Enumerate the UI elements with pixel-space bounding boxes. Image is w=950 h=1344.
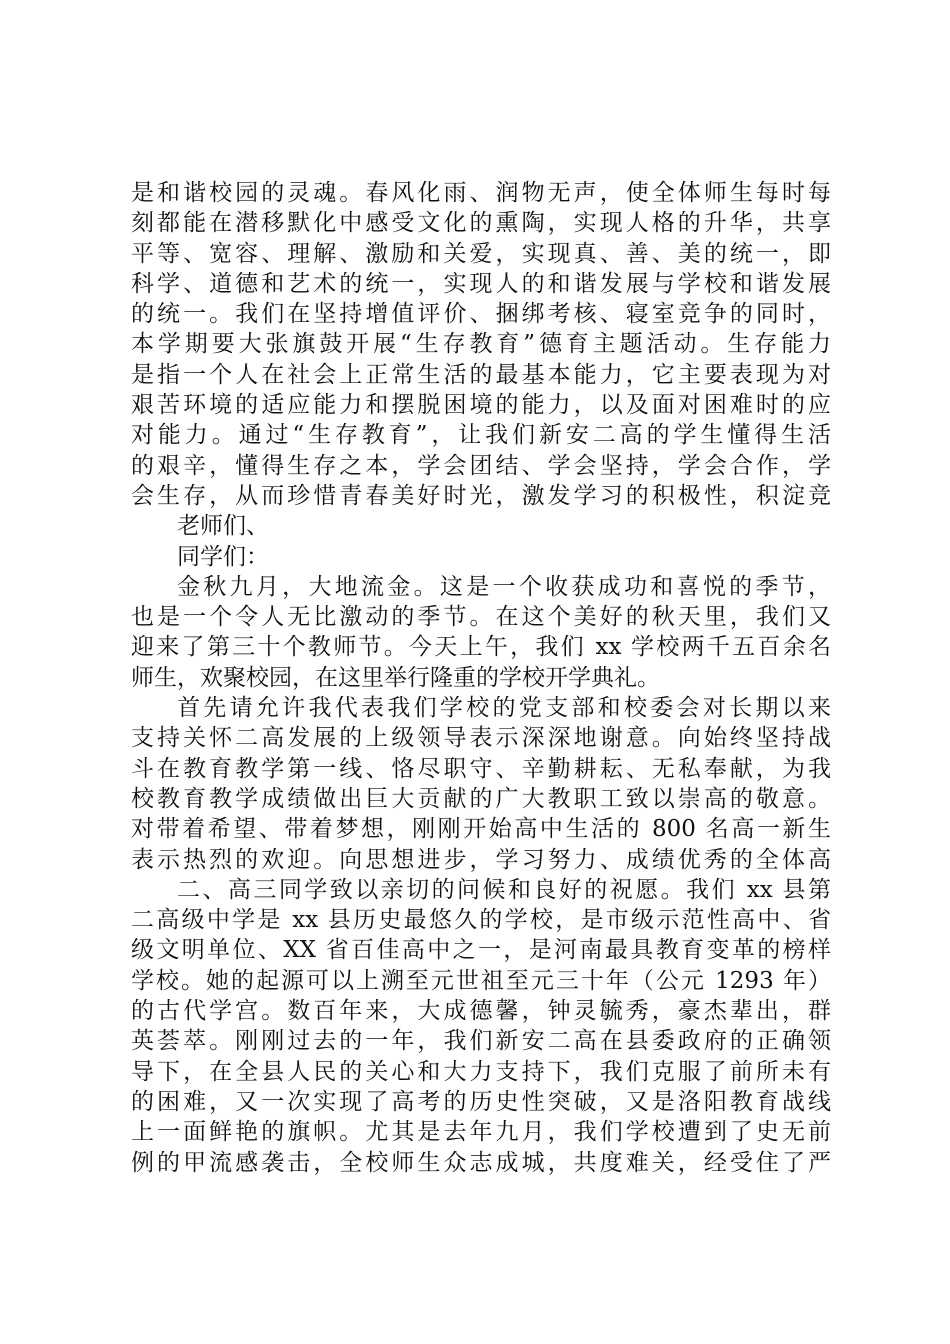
text-line: 支持关怀二高发展的上级领导表示深深地谢意。向始终坚持战 — [131, 725, 831, 752]
text-line: 也是一个令人无比激动的季节。在这个美好的秋天里，我们又 — [131, 604, 831, 631]
text-line: 校教育教学成绩做出巨大贡献的广大教职工致以崇高的敬意。 — [131, 785, 831, 812]
text-line: 的艰辛，懂得生存之本，学会团结、学会坚持，学会合作，学 — [131, 452, 831, 479]
text-line: 二高级中学是 xx 县历史最悠久的学校，是市级示范性高中、省 — [131, 907, 831, 934]
text-line: 例的甲流感袭击，全校师生众志成城，共度难关，经受住了严 — [131, 1149, 831, 1176]
text-line: 对带着希望、带着梦想，刚刚开始高中生活的 800 名高一新生 — [131, 816, 831, 843]
text-line: 表示热烈的欢迎。向思想进步，学习努力、成绩优秀的全体高 — [131, 846, 831, 873]
paragraph-start: 二、高三同学致以亲切的问候和良好的祝愿。我们 xx 县第 — [177, 876, 831, 903]
text-line: 导下，在全县人民的关心和大力支持下，我们克服了前所未有 — [131, 1058, 831, 1085]
text-line: 本学期要大张旗鼓开展“生存教育”德育主题活动。生存能力 — [131, 331, 831, 358]
document-body — [131, 178, 831, 1178]
text-line: 的统一。我们在坚持增值评价、捆绑考核、寝室竞争的同时， — [131, 301, 831, 328]
text-line: 艰苦环境的适应能力和摆脱困境的能力，以及面对困难时的应 — [131, 392, 831, 419]
text-line: 学校。她的起源可以上溯至元世祖至元三十年（公元 1293 年） — [131, 967, 831, 994]
text-line: 级文明单位、XX 省百佳高中之一，是河南最具教育变革的榜样 — [131, 937, 831, 964]
salutation-teachers: 老师们、 — [177, 513, 269, 540]
text-line: 上一面鲜艳的旗帜。尤其是去年九月，我们学校遭到了史无前 — [131, 1119, 831, 1146]
text-line: 是和谐校园的灵魂。春风化雨、润物无声，使全体师生每时每 — [131, 180, 831, 206]
text-line: 英荟萃。刚刚过去的一年，我们新安二高在县委政府的正确领 — [131, 1028, 831, 1055]
salutation-students: 同学们： — [177, 543, 269, 570]
text-line: 会生存，从而珍惜青春美好时光，激发学习的积极性，积淀竞 — [131, 482, 831, 509]
paragraph-start: 金秋九月，大地流金。这是一个收获成功和喜悦的季节， — [177, 573, 831, 600]
text-line: 斗在教育教学第一线、恪尽职守、辛勤耕耘、无私奉献，为我 — [131, 755, 831, 782]
text-line: 的古代学宫。数百年来，大成德馨，钟灵毓秀，豪杰辈出，群 — [131, 998, 831, 1025]
text-line: 的困难，又一次实现了高考的历史性突破，又是洛阳教育战线 — [131, 1088, 831, 1115]
text-line: 科学、道德和艺术的统一，实现人的和谐发展与学校和谐发展 — [131, 270, 831, 297]
text-line: 平等、宽容、理解、激励和关爱，实现真、善、美的统一，即 — [131, 240, 831, 267]
text-line: 迎来了第三十个教师节。今天上午，我们 xx 学校两千五百余名 — [131, 634, 831, 661]
text-line: 对能力。通过“生存教育”，让我们新安二高的学生懂得生活 — [131, 422, 831, 449]
text-line: 是指一个人在社会上正常生活的最基本能力，它主要表现为对 — [131, 361, 831, 388]
text-line: 刻都能在潜移默化中感受文化的熏陶，实现人格的升华，共享 — [131, 210, 831, 237]
paragraph-start: 首先请允许我代表我们学校的党支部和校委会对长期以来 — [177, 695, 831, 722]
paragraph-end: 师生，欢聚校园，在这里举行隆重的学校开学典礼。 — [131, 664, 660, 691]
